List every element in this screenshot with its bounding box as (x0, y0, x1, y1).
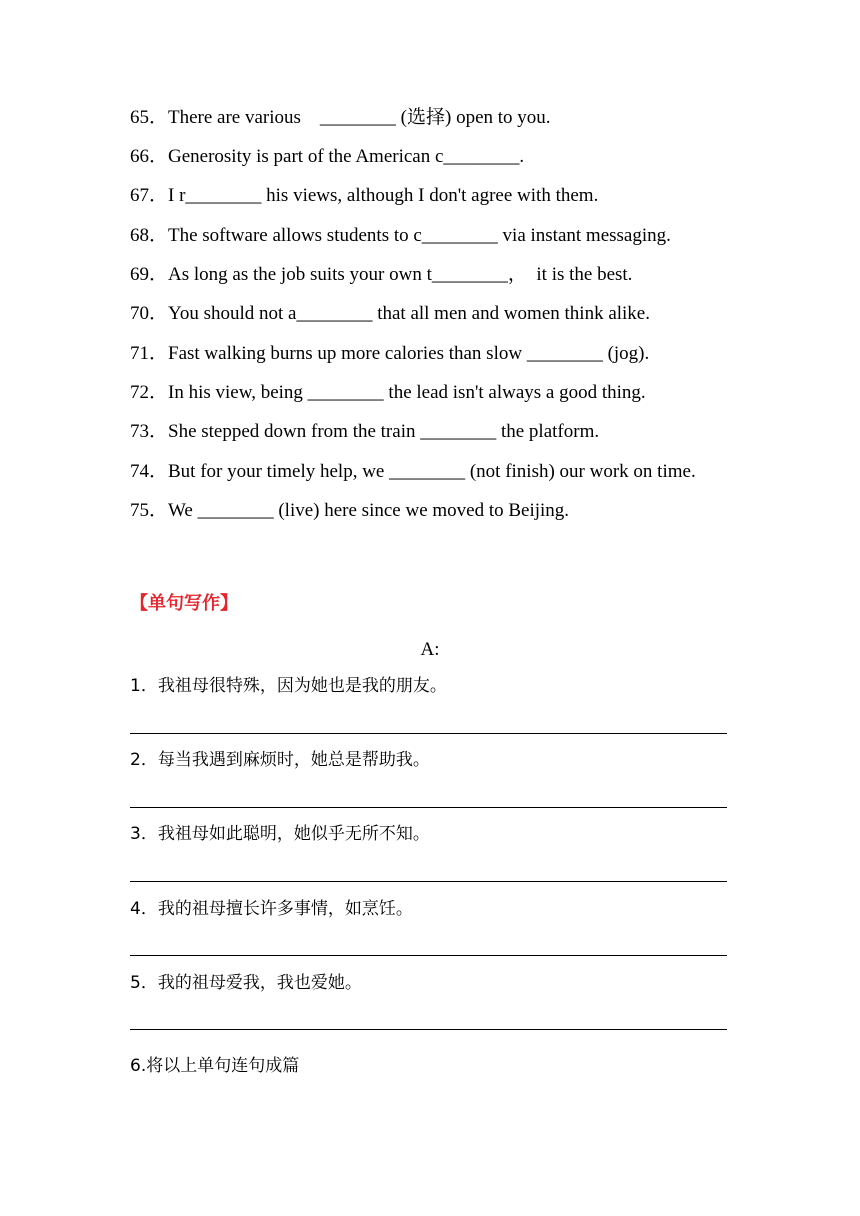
question-70: 70．You should not a________ that all men and women think alike. (130, 303, 650, 324)
question-71: 71．Fast walking burns up more calories than slow ________ (jog). (130, 343, 650, 364)
question-72: 72．In his view, being ________ the lead isn't always a good thing. (130, 382, 646, 403)
answer-line-5[interactable] (130, 1029, 727, 1030)
answer-line-1[interactable] (130, 733, 727, 734)
final-task: 6.将以上单句连句成篇 (130, 1056, 300, 1076)
question-65: 65．There are various ________ (选择) open to you. (130, 107, 551, 128)
writing-item-3: 3．我祖母如此聪明，她似乎无所不知。 (130, 824, 430, 844)
question-73: 73．She stepped down from the train ________ the platform. (130, 421, 600, 442)
answer-line-2[interactable] (130, 807, 727, 808)
answer-line-4[interactable] (130, 955, 727, 956)
question-75: 75．We ________ (live) here since we moved to Beijing. (130, 500, 570, 521)
writing-item-2: 2．每当我遇到麻烦时，她总是帮助我。 (130, 750, 430, 770)
writing-item-1: 1．我祖母很特殊，因为她也是我的朋友。 (130, 676, 447, 696)
part-label: A: (420, 639, 440, 660)
question-69: 69．As long as the job suits your own t________， it is the best. (130, 264, 633, 285)
question-67: 67．I r________ his views, although I don't agree with them. (130, 185, 599, 206)
answer-line-3[interactable] (130, 881, 727, 882)
writing-item-5: 5．我的祖母爱我，我也爱她。 (130, 973, 362, 993)
writing-item-4: 4．我的祖母擅长许多事情，如烹饪。 (130, 899, 413, 919)
question-74: 74．But for your timely help, we ________ (not finish) our work on time. (130, 461, 696, 482)
question-66: 66．Generosity is part of the American c________. (130, 146, 525, 167)
question-68: 68．The software allows students to c________ via instant messaging. (130, 225, 671, 246)
section-heading: 【单句写作】 (130, 593, 238, 614)
